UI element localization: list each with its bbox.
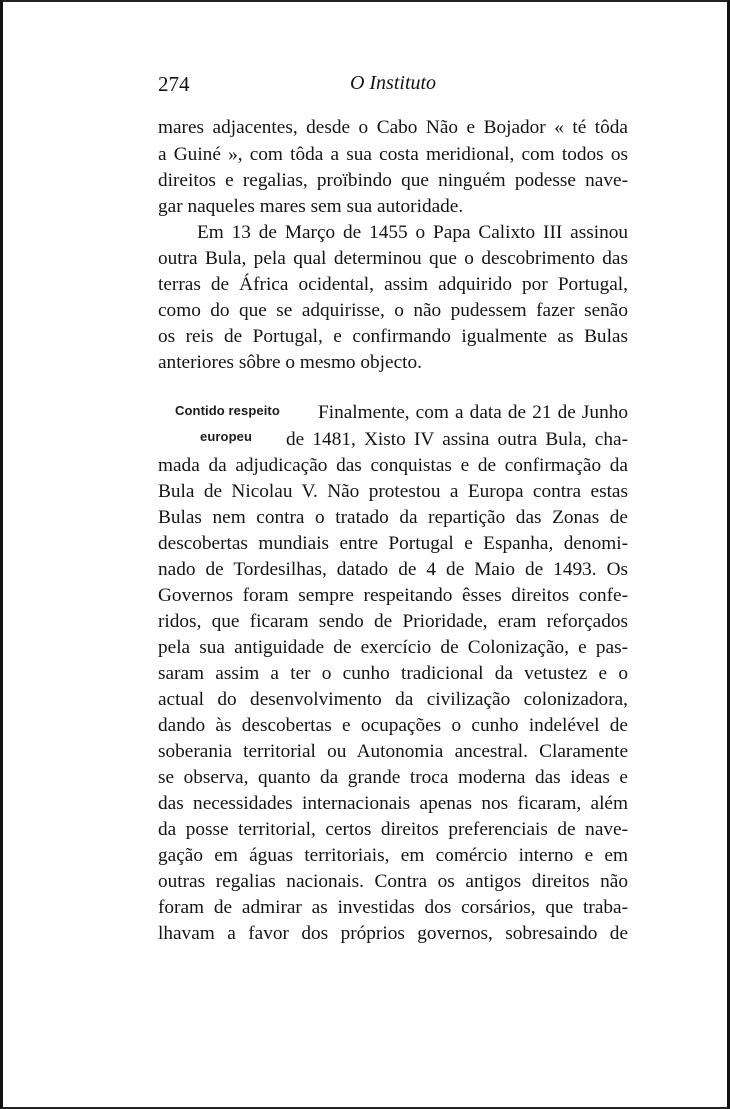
paragraph-3-line-3: mada da adjudicação das conquistas e de confirmação da	[158, 455, 628, 476]
paragraph-3-line-18: gação em águas territoriais, em comércio interno e em	[158, 845, 628, 866]
paragraph-1-line-1: mares adjacentes, desde o Cabo Não e Bojador « té tôda	[158, 117, 628, 138]
paragraph-3-line-21: lhavam a favor dos próprios governos, sobresaindo de	[158, 923, 628, 944]
paragraph-3-line-6: descobertas mundiais entre Portugal e Espanha, denomi-	[158, 533, 628, 554]
paragraph-3-line-1: Finalmente, com a data de 21 de Junho	[318, 402, 628, 423]
paragraph-2-line-2: outra Bula, pela qual determinou que o descobrimento das	[158, 248, 628, 269]
paragraph-2-line-4: como do que se adquirisse, o não pudessem fazer senão	[158, 300, 628, 321]
paragraph-1-line-3: direitos e regalias, proïbindo que ninguém podesse nave-	[158, 170, 628, 191]
paragraph-2-line-5: os reis de Portugal, e confirmando igualmente as Bulas	[158, 326, 628, 347]
paragraph-3-line-9: ridos, que ficaram sendo de Prioridade, eram reforçados	[158, 611, 628, 632]
paragraph-3-line-11: saram assim a ter o cunho tradicional da vetustez e o	[158, 663, 628, 684]
paragraph-3-line-19: outras regalias nacionais. Contra os antigos direitos não	[158, 871, 628, 892]
paragraph-3-line-8: Governos foram sempre respeitando êsses direitos confe-	[158, 585, 628, 606]
paragraph-3-line-13: dando às descobertas e ocupações o cunho indelével de	[158, 715, 628, 736]
paragraph-3-line-4: Bula de Nicolau V. Não protestou a Europa contra estas	[158, 481, 628, 502]
paragraph-3-line-10: pela sua antiguidade de exercício de Colonização, e pas-	[158, 637, 628, 658]
page-number: 274	[158, 72, 190, 96]
paragraph-3-line-7: nado de Tordesilhas, datado de 4 de Maio de 1493. Os	[158, 559, 628, 580]
paragraph-1-line-4: gar naqueles mares sem sua autoridade.	[158, 196, 464, 217]
page-header	[158, 72, 628, 100]
paragraph-3-line-16: das necessidades internacionais apenas nos ficaram, além	[158, 793, 628, 814]
paragraph-1-line-2: a Guiné », com tôda a sua costa meridional, com todos os	[158, 144, 628, 165]
paragraph-3-line-17: da posse territorial, certos direitos preferenciais de nave-	[158, 819, 628, 840]
paragraph-3-line-20: foram de admirar as investidas dos corsários, que traba-	[158, 897, 628, 918]
margin-note-line-1: Contido respeito	[175, 403, 280, 418]
paragraph-3-line-5: Bulas nem contra o tratado da repartição das Zonas de	[158, 507, 628, 528]
paragraph-3-line-2: de 1481, Xisto IV assina outra Bula, cha-	[286, 429, 628, 450]
running-title: O Instituto	[349, 72, 437, 94]
paragraph-2-line-6: anteriores sôbre o mesmo objecto.	[158, 352, 422, 373]
paragraph-2-line-1: Em 13 de Março de 1455 o Papa Calixto III assinou	[197, 222, 628, 243]
paragraph-3-line-14: soberania territorial ou Autonomia ancestral. Claramente	[158, 741, 628, 762]
paragraph-3-line-15: se observa, quanto da grande troca moderna das ideas e	[158, 767, 628, 788]
margin-note-line-2: europeu	[200, 429, 252, 444]
paragraph-3-line-12: actual do desenvolvimento da civilização colonizadora,	[158, 689, 628, 710]
paragraph-2-line-3: terras de África ocidental, assim adquirido por Portugal,	[158, 274, 628, 295]
